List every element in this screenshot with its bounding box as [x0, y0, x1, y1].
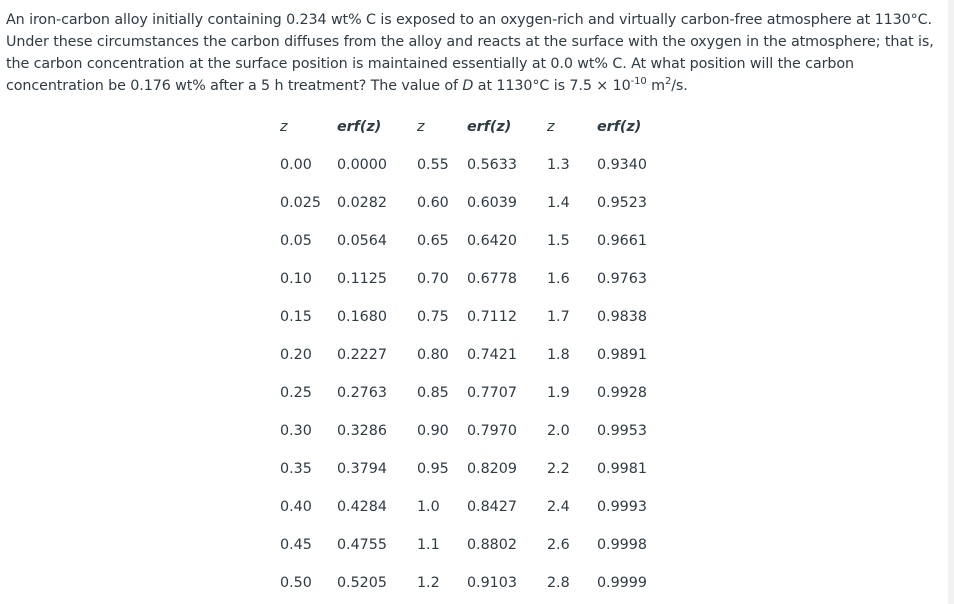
- header-z-1: z: [280, 119, 288, 135]
- cell-erf-3: 0.9340: [596, 157, 647, 173]
- cell-erf-2: 0.8209: [466, 461, 517, 477]
- table-row: [272, 222, 669, 260]
- cell-z-1: 0.40: [280, 499, 312, 515]
- cell-erf-3: 0.9999: [596, 575, 647, 591]
- table-row: [272, 526, 669, 564]
- cell-z-2: 0.85: [416, 385, 449, 401]
- cell-z-3: 1.8: [546, 347, 570, 363]
- header-z-2: z: [416, 119, 425, 135]
- cell-erf-1: 0.3794: [336, 461, 387, 477]
- cell-erf-1: 0.1680: [336, 309, 387, 325]
- cell-z-1: 0.20: [280, 347, 312, 363]
- cell-erf-3: 0.9891: [596, 347, 647, 363]
- header-erf-2: erf(z): [466, 119, 512, 135]
- cell-z-2: 0.90: [416, 423, 449, 439]
- cell-erf-3: 0.9661: [596, 233, 647, 249]
- cell-erf-3: 0.9928: [596, 385, 647, 401]
- cell-z-3: 1.9: [546, 385, 570, 401]
- cell-z-3: 1.4: [546, 195, 570, 211]
- cell-z-2: 0.80: [416, 347, 449, 363]
- cell-z-2: 0.60: [416, 195, 449, 211]
- cell-erf-2: 0.5633: [466, 157, 517, 173]
- cell-z-2: 1.2: [416, 575, 440, 591]
- cell-erf-1: 0.0282: [336, 195, 387, 211]
- header-erf-3: erf(z): [596, 119, 642, 135]
- cell-erf-3: 0.9953: [596, 423, 647, 439]
- cell-z-3: 2.2: [546, 461, 570, 477]
- cell-erf-2: 0.6778: [466, 271, 517, 287]
- cell-z-2: 0.65: [416, 233, 449, 249]
- question-text: [6, 9, 936, 97]
- cell-z-1: 0.25: [280, 385, 312, 401]
- table-row: [272, 488, 669, 526]
- table-row: [272, 146, 669, 184]
- cell-erf-2: 0.7421: [466, 347, 517, 363]
- cell-erf-2: 0.8802: [466, 537, 517, 553]
- cell-erf-3: 0.9763: [596, 271, 647, 287]
- cell-erf-3: 0.9981: [596, 461, 647, 477]
- cell-z-2: 0.70: [416, 271, 449, 287]
- cell-z-3: 1.7: [546, 309, 570, 325]
- cell-z-1: 0.10: [280, 271, 312, 287]
- cell-z-3: 2.4: [546, 499, 570, 515]
- cell-erf-2: 0.8427: [466, 499, 517, 515]
- table-row: [272, 260, 669, 298]
- cell-erf-3: 0.9523: [596, 195, 647, 211]
- cell-erf-1: 0.4755: [336, 537, 387, 553]
- question-part-1: An iron-carbon alloy initially containing 0.234 wt% C is exposed to an oxygen-rich and virtually carbon-free atmosphere at 1130°C. Under these circumstances the carbon diffuses from the alloy and reacts at the surface with the oxygen in the atmosphere; that is, the carbon concentration at the surface position is maintained essentially at 0.0 wt% C. At what position will the carbon concentration be 0.176 wt% after a 5 h treatment? The value of: [6, 12, 934, 94]
- question-part-4: /s.: [671, 78, 688, 94]
- cell-erf-2: 0.6420: [466, 233, 517, 249]
- cell-erf-3: 0.9998: [596, 537, 647, 553]
- question-part-3: m: [646, 78, 665, 94]
- cell-erf-1: 0.4284: [336, 499, 387, 515]
- cell-erf-1: 0.1125: [336, 271, 387, 287]
- cell-z-2: 1.0: [416, 499, 440, 515]
- cell-z-1: 0.30: [280, 423, 312, 439]
- table-row: [272, 564, 669, 602]
- cell-z-2: 0.95: [416, 461, 449, 477]
- erf-table-head: [272, 108, 669, 146]
- cell-erf-3: 0.9838: [596, 309, 647, 325]
- cell-erf-1: 0.2763: [336, 385, 387, 401]
- cell-erf-2: 0.7112: [466, 309, 517, 325]
- scrollbar-track[interactable]: [948, 0, 954, 604]
- table-row: [272, 184, 669, 222]
- cell-erf-1: 0.3286: [336, 423, 387, 439]
- cell-z-2: 0.75: [416, 309, 449, 325]
- question-part-2: at 1130°C is 7.5 × 10: [473, 78, 631, 94]
- cell-erf-1: 0.0564: [336, 233, 387, 249]
- cell-z-1: 0.00: [280, 157, 312, 173]
- cell-z-1: 0.05: [280, 233, 312, 249]
- cell-erf-2: 0.7707: [466, 385, 517, 401]
- table-row: [272, 298, 669, 336]
- diffusion-coefficient-symbol: D: [462, 78, 474, 94]
- table-row: [272, 374, 669, 412]
- cell-erf-1: 0.0000: [336, 157, 387, 173]
- cell-z-3: 2.0: [546, 423, 570, 439]
- table-row: [272, 336, 669, 374]
- table-row: [272, 412, 669, 450]
- cell-erf-2: 0.7970: [466, 423, 517, 439]
- cell-erf-1: 0.5205: [336, 575, 387, 591]
- cell-erf-2: 0.9103: [466, 575, 517, 591]
- cell-z-3: 2.8: [546, 575, 570, 591]
- header-z-3: z: [546, 119, 555, 135]
- cell-erf-2: 0.6039: [466, 195, 517, 211]
- erf-table-header-row: [272, 108, 669, 146]
- cell-z-3: 2.6: [546, 537, 570, 553]
- cell-z-2: 0.55: [416, 157, 449, 173]
- cell-z-3: 1.5: [546, 233, 570, 249]
- cell-z-1: 0.50: [280, 575, 312, 591]
- erf-table-body: [272, 146, 669, 602]
- exponent: -10: [630, 76, 647, 87]
- cell-erf-3: 0.9993: [596, 499, 647, 515]
- cell-z-1: 0.35: [280, 461, 312, 477]
- cell-erf-1: 0.2227: [336, 347, 387, 363]
- unit-exponent: 2: [664, 76, 672, 87]
- cell-z-1: 0.025: [280, 195, 321, 211]
- table-row: [272, 450, 669, 488]
- cell-z-2: 1.1: [416, 537, 440, 553]
- header-erf-1: erf(z): [336, 119, 382, 135]
- erf-table: [272, 108, 669, 602]
- cell-z-3: 1.3: [546, 157, 570, 173]
- cell-z-1: 0.45: [280, 537, 312, 553]
- cell-z-3: 1.6: [546, 271, 570, 287]
- cell-z-1: 0.15: [280, 309, 312, 325]
